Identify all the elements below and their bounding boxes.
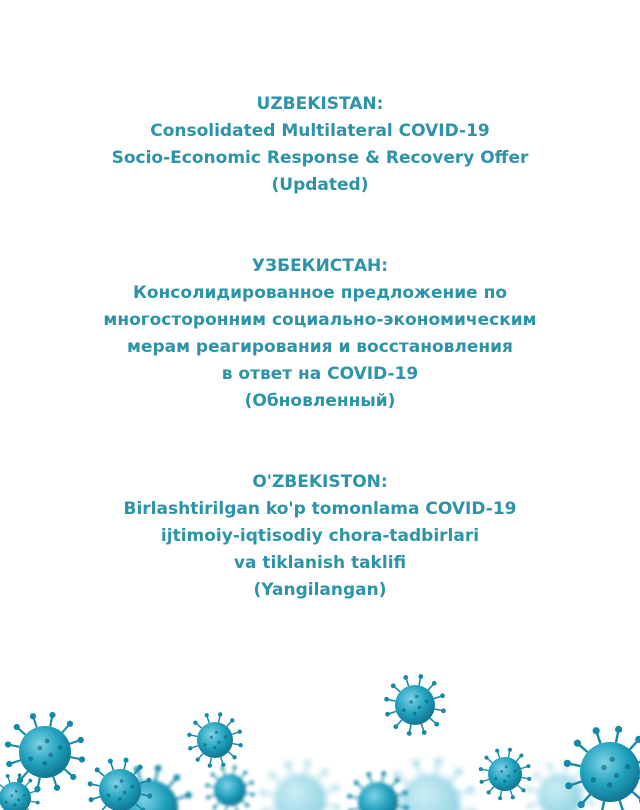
english-country-heading: UZBEKISTAN:	[256, 94, 384, 114]
russian-country-heading: УЗБЕКИСТАН:	[251, 256, 389, 276]
uzbek-title-block	[0, 469, 640, 604]
russian-title-line-4: в ответ на COVID-19	[221, 364, 419, 384]
uzbek-title-line-3: va tiklanish taklifi	[233, 553, 407, 573]
russian-title-line-3: мерам реагирования и восстановления	[127, 337, 513, 357]
russian-status: (Обновленный)	[244, 391, 396, 411]
english-title-line-1: Consolidated Multilateral COVID-19	[150, 121, 490, 141]
russian-title-line-1: Консолидированное предложение по	[132, 283, 508, 303]
uzbek-title-line-2: ijtimoiy-iqtisodiy chora-tadbirlari	[160, 526, 480, 546]
russian-title-line-2: многосторонним социально-экономическим	[103, 310, 537, 330]
english-title-block	[0, 91, 640, 199]
russian-title-block	[0, 253, 640, 415]
coronavirus-particles-icon	[0, 670, 640, 810]
uzbek-title-line-1: Birlashtirilgan ko'p tomonlama COVID-19	[123, 499, 517, 519]
uzbek-status: (Yangilangan)	[253, 580, 387, 600]
uzbek-country-heading: O'ZBEKISTON:	[252, 472, 388, 492]
english-title-line-2: Socio-Economic Response & Recovery Offer	[111, 148, 529, 168]
english-status: (Updated)	[271, 175, 369, 195]
